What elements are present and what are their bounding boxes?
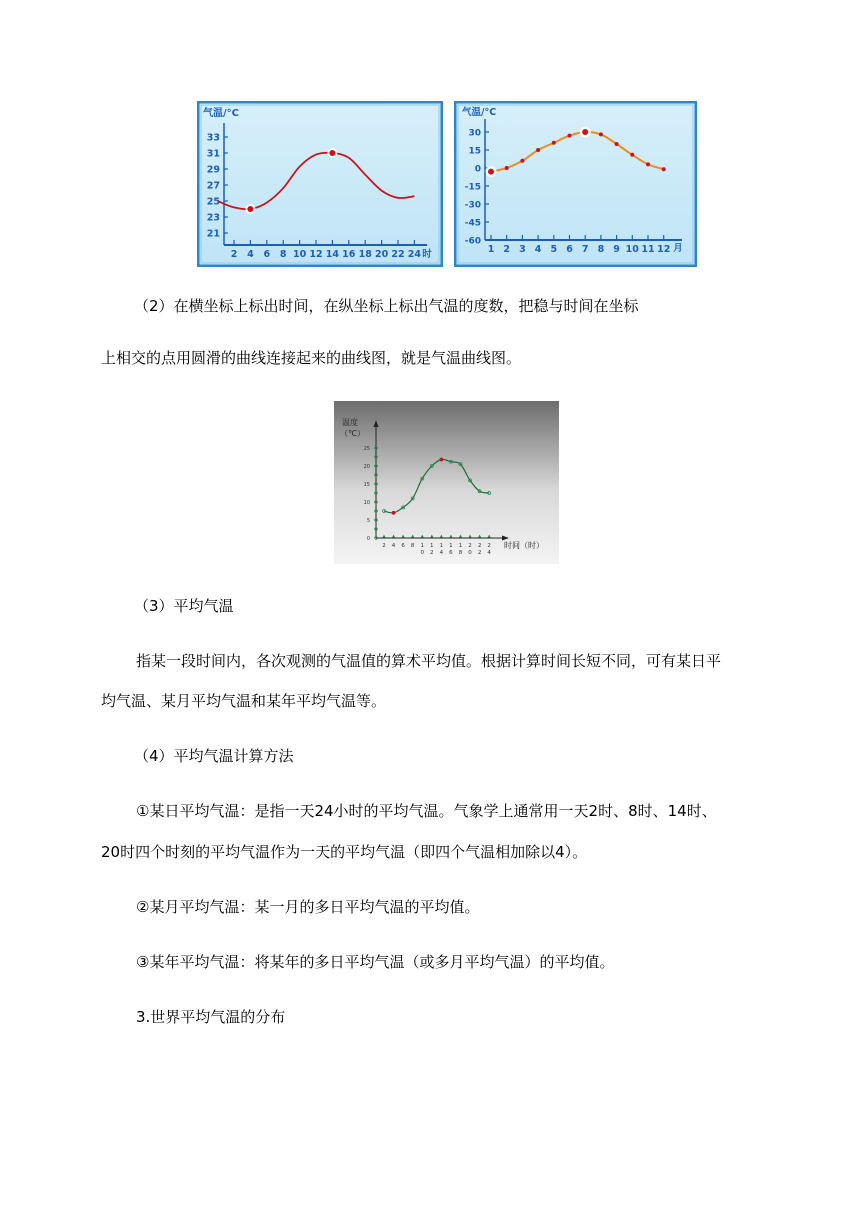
x-tick-label: 4 bbox=[487, 550, 491, 556]
heading-average-temperature: （3）平均气温 bbox=[134, 597, 234, 615]
heading-calculation-method: （4）平均气温计算方法 bbox=[134, 747, 294, 765]
x-tick-label: 3 bbox=[519, 244, 526, 255]
x-axis-unit: 时 bbox=[422, 249, 432, 260]
x-tick-label: 24 bbox=[407, 249, 422, 260]
x-tick-label: 0 bbox=[468, 550, 472, 556]
y-tick-label: 10 bbox=[363, 500, 370, 506]
x-tick-label: 2 bbox=[230, 249, 238, 260]
x-tick-label: 2 bbox=[487, 543, 491, 549]
x-tick-label: 8 bbox=[458, 550, 463, 556]
chart-panel bbox=[455, 102, 696, 266]
x-tick-label: 12 bbox=[657, 244, 671, 255]
x-tick-label: 18 bbox=[358, 249, 372, 260]
x-tick-label: 2 bbox=[468, 543, 472, 549]
x-tick-label: 4 bbox=[391, 543, 396, 549]
data-point bbox=[568, 134, 572, 138]
y-axis-label: 气温/°C bbox=[462, 107, 497, 118]
x-tick-label: 2 bbox=[477, 550, 482, 556]
y-tick-label: -60 bbox=[464, 236, 481, 247]
x-tick-label: 6 bbox=[566, 244, 573, 255]
paragraph-daily-average-2: 20时四个时刻的平均气温作为一天的平均气温（即四个气温相加除以4）。 bbox=[101, 843, 588, 861]
x-tick-label: 10 bbox=[292, 249, 307, 260]
y-tick-label: 25 bbox=[206, 196, 220, 208]
y-tick-label: 23 bbox=[206, 212, 220, 224]
data-point bbox=[505, 166, 509, 170]
x-tick-label: 4 bbox=[439, 550, 444, 556]
y-tick-label: 27 bbox=[206, 180, 220, 192]
y-tick-label: 15 bbox=[468, 146, 481, 157]
x-tick-label: 14 bbox=[325, 249, 340, 260]
yearly-temperature-svg bbox=[454, 101, 697, 267]
x-tick-label: 2 bbox=[382, 543, 386, 549]
x-tick-label: 1 bbox=[487, 244, 495, 255]
x-tick-label: 8 bbox=[279, 249, 287, 260]
x-tick-label: 20 bbox=[374, 249, 389, 260]
daily-temperature-svg bbox=[197, 101, 443, 267]
y-tick-label: 20 bbox=[363, 464, 370, 470]
x-tick-label: 1 bbox=[458, 543, 463, 549]
data-point bbox=[630, 153, 634, 157]
y-tick-label: 21 bbox=[206, 228, 220, 240]
data-point bbox=[599, 132, 603, 136]
x-tick-label: 4 bbox=[534, 244, 542, 255]
data-point bbox=[615, 142, 619, 146]
x-tick-label: 1 bbox=[449, 543, 453, 549]
y-tick-label: 5 bbox=[366, 518, 370, 524]
data-point bbox=[520, 159, 524, 163]
paragraph-curve-definition-1: （2）在横坐标上标出时间，在纵坐标上标出气温的度数，把稳与时间在坐标 bbox=[134, 297, 639, 315]
x-axis-label: 时间（时） bbox=[504, 541, 544, 550]
x-tick-label: 1 bbox=[439, 543, 444, 549]
x-tick-label: 16 bbox=[342, 249, 356, 260]
x-axis-unit: 月 bbox=[673, 243, 683, 254]
x-tick-label: 12 bbox=[309, 249, 323, 260]
y-tick-label: 33 bbox=[206, 132, 220, 144]
x-tick-label: 7 bbox=[581, 244, 589, 255]
y-tick-label: 0 bbox=[366, 536, 370, 542]
temperature-curve-figure bbox=[334, 401, 559, 564]
y-tick-label: -15 bbox=[464, 182, 481, 193]
data-point bbox=[662, 167, 666, 171]
chart-panel bbox=[198, 102, 442, 266]
x-tick-label: 2 bbox=[430, 550, 434, 556]
paragraph-daily-average-1: ①某日平均气温：是指一天24小时的平均气温。气象学上通常用一天2时、8时、14时、 bbox=[136, 802, 717, 820]
x-tick-label: 6 bbox=[449, 550, 453, 556]
x-tick-label: 0 bbox=[420, 550, 424, 556]
daily-temperature-chart bbox=[197, 101, 443, 267]
y-tick-label: 31 bbox=[206, 148, 220, 160]
x-tick-label: 6 bbox=[401, 543, 405, 549]
paragraph-yearly-average: ③某年平均气温：将某年的多日平均气温（或多月平均气温）的平均值。 bbox=[136, 953, 615, 971]
temperature-curve-svg bbox=[334, 401, 559, 564]
paragraph-average-definition-2: 均气温、某月平均气温和某年平均气温等。 bbox=[101, 692, 387, 710]
highlight-point bbox=[247, 206, 253, 212]
y-axis-label-line2: （℃） bbox=[340, 429, 365, 438]
x-tick-label: 8 bbox=[410, 543, 415, 549]
highlight-point bbox=[392, 511, 396, 515]
data-point bbox=[552, 141, 556, 145]
paragraph-curve-definition-2: 上相交的点用圆滑的曲线连接起来的曲线图，就是气温曲线图。 bbox=[101, 349, 522, 367]
x-tick-label: 6 bbox=[263, 249, 271, 260]
x-tick-label: 2 bbox=[503, 244, 511, 255]
y-tick-label: 29 bbox=[206, 164, 220, 176]
x-tick-label: 8 bbox=[597, 244, 605, 255]
y-tick-label: 15 bbox=[363, 482, 370, 488]
highlight-point bbox=[582, 129, 588, 135]
y-tick-label: 30 bbox=[468, 128, 481, 139]
y-axis-label-line1: 温度 bbox=[342, 418, 358, 427]
x-tick-label: 4 bbox=[247, 249, 254, 260]
x-tick-label: 5 bbox=[550, 244, 558, 255]
paragraph-monthly-average: ②某月平均气温：某一月的多日平均气温的平均值。 bbox=[136, 898, 480, 916]
highlight-point bbox=[488, 169, 494, 175]
highlight-point bbox=[329, 150, 335, 156]
yearly-temperature-chart bbox=[454, 101, 697, 267]
y-tick-label: -30 bbox=[464, 200, 481, 211]
x-tick-label: 9 bbox=[613, 244, 620, 255]
x-tick-label: 1 bbox=[430, 543, 434, 549]
highlight-point bbox=[440, 458, 444, 462]
y-tick-label: 25 bbox=[363, 446, 370, 452]
x-tick-label: 11 bbox=[641, 244, 655, 255]
y-tick-label: 0 bbox=[474, 164, 481, 175]
x-tick-label: 10 bbox=[625, 244, 639, 255]
x-tick-label: 2 bbox=[477, 543, 482, 549]
data-point bbox=[536, 148, 540, 152]
y-axis-label: 气温/°C bbox=[203, 108, 239, 119]
y-tick-label: -45 bbox=[464, 218, 481, 229]
x-tick-label: 22 bbox=[391, 249, 405, 260]
data-point bbox=[646, 162, 650, 166]
heading-world-distribution: 3.世界平均气温的分布 bbox=[136, 1008, 286, 1026]
paragraph-average-definition-1: 指某一段时间内，各次观测的气温值的算术平均值。根据计算时间长短不同，可有某日平 bbox=[136, 652, 722, 670]
x-tick-label: 1 bbox=[420, 543, 424, 549]
